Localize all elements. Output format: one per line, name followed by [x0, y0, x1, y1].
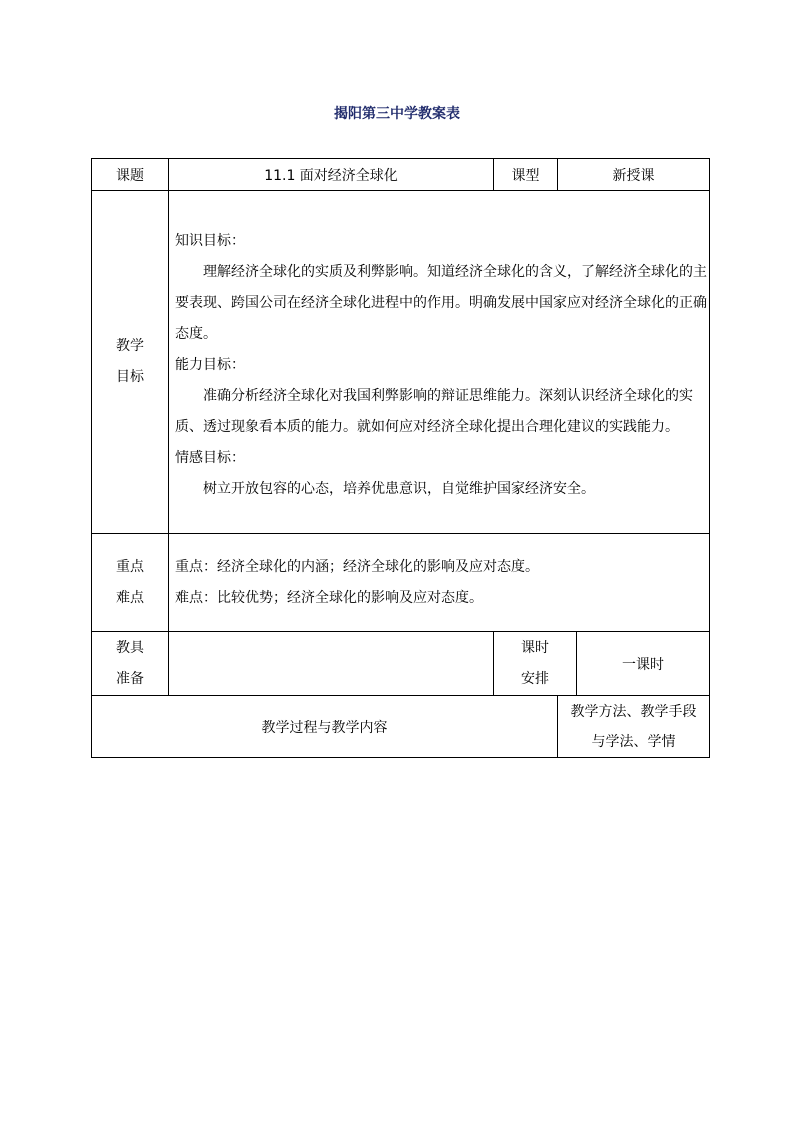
method-label-line1: 教学方法、教学手段	[570, 703, 697, 720]
focus-row	[92, 534, 710, 632]
lesson-type-label: 课型	[494, 159, 558, 191]
process-content-label: 教学过程与教学内容	[92, 696, 558, 758]
ability-goal-text: 准确分析经济全球化对我国利弊影响的辩证思维能力。深刻认识经济全球化的实质、透过现象看本质的能力。就如何应对经济全球化提出合理化建议的实践能力。	[175, 388, 693, 435]
topic-row	[92, 159, 710, 191]
goals-row	[92, 191, 710, 534]
focus-label	[92, 534, 169, 632]
topic-label: 课题	[92, 159, 169, 191]
goals-label-line2: 目标	[116, 369, 144, 385]
emotion-goal-heading: 情感目标：	[175, 450, 245, 466]
goals-label	[92, 191, 169, 534]
focus-content	[169, 534, 710, 632]
lesson-type-value: 新授课	[558, 159, 710, 191]
goals-label-line1: 教学	[116, 338, 144, 354]
method-label	[558, 696, 710, 758]
difficulty-text: 难点：比较优势；经济全球化的影响及应对态度。	[175, 589, 483, 606]
prep-row	[92, 632, 710, 696]
hours-label-line1: 课时	[521, 639, 549, 656]
goals-content	[169, 191, 710, 534]
hours-value: 一课时	[577, 632, 710, 696]
lesson-plan-table	[91, 158, 710, 758]
process-row	[92, 696, 710, 758]
method-label-line2: 与学法、学情	[591, 733, 676, 750]
knowledge-goal-text: 理解经济全球化的实质及利弊影响。知道经济全球化的含义，了解经济全球化的主要表现、跨国公司在经济全球化进程中的作用。明确发展中国家应对经济全球化的正确态度。	[175, 264, 707, 342]
prep-label-line1: 教具	[116, 639, 144, 656]
prep-label-line2: 准备	[116, 670, 144, 687]
prep-label	[92, 632, 169, 696]
hours-label	[494, 632, 577, 696]
emotion-goal-text: 树立开放包容的心态，培养优患意识，自觉维护国家经济安全。	[203, 481, 595, 497]
knowledge-goal-heading: 知识目标：	[175, 233, 245, 249]
document-title: 揭阳第三中学教案表	[334, 106, 460, 122]
key-point-text: 重点：经济全球化的内涵；经济全球化的影响及应对态度。	[175, 558, 539, 575]
topic-value: 11.1 面对经济全球化	[169, 159, 494, 191]
focus-label-line2: 难点	[116, 589, 144, 606]
ability-goal-heading: 能力目标：	[175, 357, 245, 373]
hours-label-line2: 安排	[521, 670, 549, 687]
focus-label-line1: 重点	[116, 558, 144, 575]
prep-value	[169, 632, 494, 696]
